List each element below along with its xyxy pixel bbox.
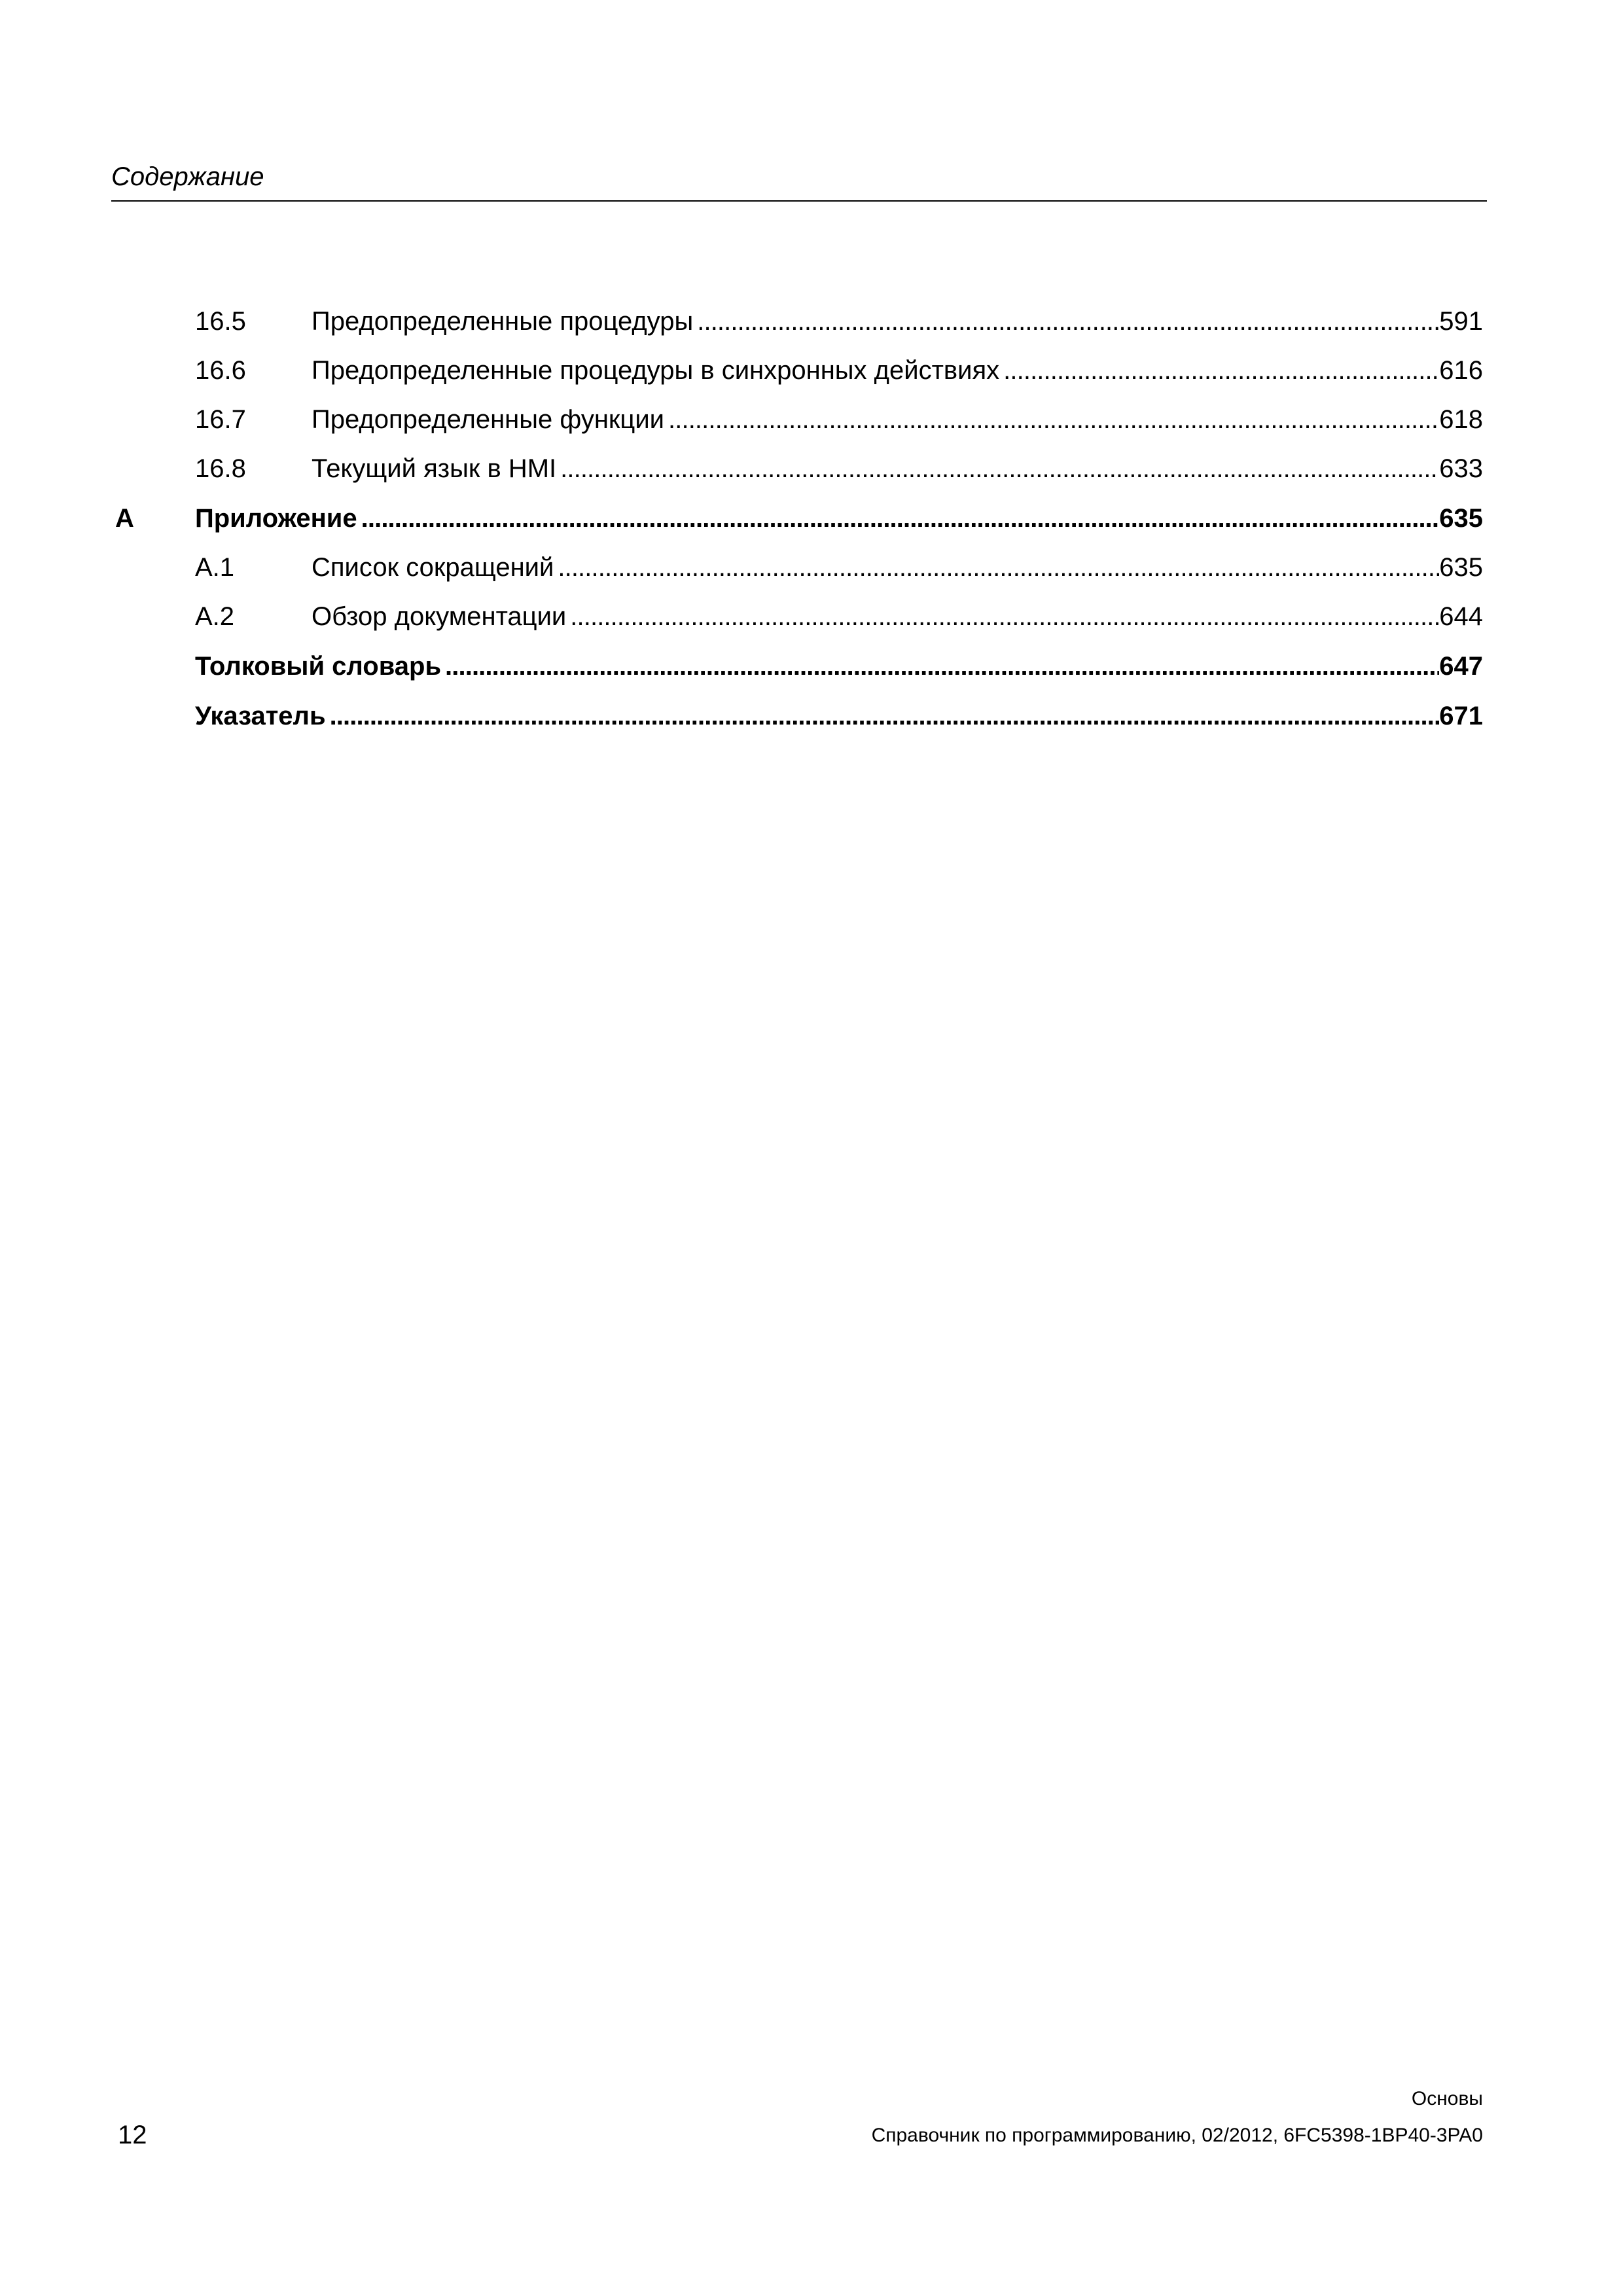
toc-entry-title[interactable]: Обзор документации <box>312 602 567 631</box>
toc-entry-number: A <box>115 504 134 533</box>
toc-dot-leader <box>441 647 1439 686</box>
toc-entry-title[interactable]: Толковый словарь <box>195 652 442 681</box>
toc-entry-page[interactable]: 616 <box>1439 356 1483 385</box>
footer-book-title: Основы <box>1411 2088 1483 2109</box>
toc-dot-leader <box>556 449 1439 488</box>
toc-entry-page[interactable]: 644 <box>1439 602 1483 631</box>
toc-dot-leader <box>357 499 1440 538</box>
toc-dot-leader <box>999 351 1439 390</box>
toc-entry-number: 16.6 <box>195 356 246 385</box>
toc-entry-page[interactable]: 647 <box>1439 652 1483 681</box>
toc-entry-title[interactable]: Предопределенные процедуры в синхронных действиях <box>312 356 1000 385</box>
toc-dot-leader <box>566 597 1439 636</box>
toc-dot-leader <box>664 400 1439 439</box>
toc-entry-16-7[interactable] <box>0 400 1623 439</box>
toc-entry-body <box>195 696 1483 736</box>
toc-entry-number: 16.7 <box>195 405 246 434</box>
toc-entry-body <box>312 597 1483 636</box>
toc-entry-index[interactable] <box>0 696 1623 736</box>
toc-entry-page[interactable]: 591 <box>1439 307 1483 336</box>
toc-entry-page[interactable]: 635 <box>1439 553 1483 582</box>
toc-entry-title[interactable]: Приложение <box>195 504 357 533</box>
toc-dot-leader <box>326 696 1440 736</box>
toc-entry-body <box>312 302 1483 341</box>
toc-entry-a-1[interactable] <box>0 548 1623 587</box>
toc-entry-body <box>195 647 1483 686</box>
toc-entry-title[interactable]: Предопределенные процедуры <box>312 307 694 336</box>
toc-dot-leader <box>554 548 1439 587</box>
toc-entry-body <box>312 400 1483 439</box>
toc-entry-number: A.2 <box>195 602 235 631</box>
toc-entry-16-8[interactable] <box>0 449 1623 488</box>
toc-entry-page[interactable]: 618 <box>1439 405 1483 434</box>
toc-entry-page[interactable]: 671 <box>1439 702 1483 730</box>
toc-entry-number: A.1 <box>195 553 235 582</box>
toc-entry-body <box>312 351 1483 390</box>
toc-entry-body <box>312 449 1483 488</box>
toc-entry-number: 16.8 <box>195 454 246 483</box>
toc-dot-leader <box>693 302 1439 341</box>
toc-entry-body <box>312 548 1483 587</box>
running-header: Содержание <box>111 162 264 191</box>
page-number: 12 <box>118 2121 147 2149</box>
toc-entry-title[interactable]: Список сокращений <box>312 553 554 582</box>
toc-entry-page[interactable]: 633 <box>1439 454 1483 483</box>
header-divider <box>111 200 1487 202</box>
toc-entry-title[interactable]: Указатель <box>195 702 326 730</box>
toc-entry-glossary[interactable] <box>0 647 1623 686</box>
footer-document-reference: Справочник по программированию, 02/2012, 6FC5398-1BP40-3PA0 <box>871 2125 1483 2146</box>
toc-entry-title[interactable]: Предопределенные функции <box>312 405 665 434</box>
toc-entry-page[interactable]: 635 <box>1439 504 1483 533</box>
toc-entry-16-5[interactable] <box>0 302 1623 341</box>
toc-entry-16-6[interactable] <box>0 351 1623 390</box>
toc-entry-a-2[interactable] <box>0 597 1623 636</box>
toc-entry-body <box>195 499 1483 538</box>
toc-entry-number: 16.5 <box>195 307 246 336</box>
toc-entry-appendix[interactable] <box>0 499 1623 538</box>
toc-entry-title[interactable]: Текущий язык в HMI <box>312 454 557 483</box>
